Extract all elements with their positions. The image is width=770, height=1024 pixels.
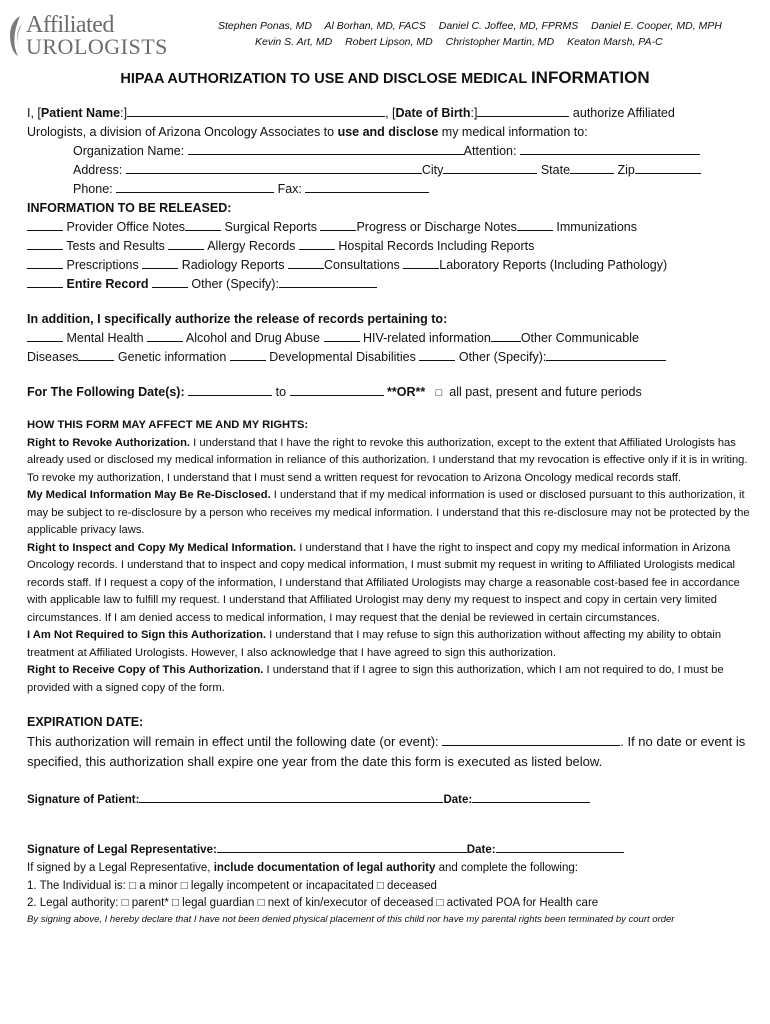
check-line[interactable] <box>147 329 183 342</box>
physician-name: Christopher Martin, MD <box>445 36 555 48</box>
right-redisclosed: My Medical Information May Be Re-Disclosed. I understand that if my medical information is used or disclosed pursuant to this authorization, it may be subject to re-disclosure by a person who receives my medical information. I understand that this re-disclosure may not be protected by the applicable privacy laws. <box>27 489 750 536</box>
logo-mark-icon <box>6 14 24 56</box>
check-line[interactable] <box>324 329 360 342</box>
check-line[interactable] <box>152 275 188 288</box>
check-line[interactable] <box>185 218 221 231</box>
check-line[interactable] <box>27 237 63 250</box>
check-line[interactable] <box>27 256 63 269</box>
expiration-date-field[interactable] <box>442 733 620 746</box>
other-specify-field[interactable] <box>546 348 666 361</box>
patient-signature-line: Signature of Patient: Date: <box>27 790 752 810</box>
rep-signature-line: Signature of Legal Representative: Date: <box>27 840 752 860</box>
org-name-field[interactable] <box>188 142 464 155</box>
right-inspect: Right to Inspect and Copy My Medical Information. I understand that I have the right to inspect and copy my medical information in Arizona Oncology records. I understand that to inspect and copy medical information, I must submit my request in writing to Affiliated Urologists medical records staff. If I request a copy of the information, I understand that Affiliated Urologists may charge a reasonable cost-based fee in accordance with applicable law to fulfill my request. I understand that Affiliated Urologist may deny my request to inspect and copy in certain very limited circumstances. If I am denied access to medical information, I may request that the denial be reviewed in certain circumstances. <box>27 541 740 624</box>
check-line[interactable] <box>419 348 455 361</box>
patient-signature-field[interactable] <box>139 790 443 803</box>
org-line: Organization Name: Attention: <box>27 142 752 161</box>
form-title: HIPAA AUTHORIZATION TO USE AND DISCLOSE MEDICAL INFORMATION <box>120 68 650 87</box>
addition-row: Mental Health Alcohol and Drug Abuse HIV-related information Other Communicable <box>27 329 752 348</box>
check-line[interactable] <box>491 329 521 342</box>
physician-name: Daniel E. Cooper, MD, MPH <box>591 20 722 32</box>
release-heading: INFORMATION TO BE RELEASED: <box>27 201 232 215</box>
physician-name: Daniel C. Joffee, MD, FPRMS <box>438 20 579 32</box>
addition-heading: In addition, I specifically authorize the release of records pertaining to: <box>27 312 448 326</box>
legal-authority-line[interactable]: 2. Legal authority: □ parent* □ legal guardian □ next of kin/executor of deceased □ activated POA for Health care <box>27 897 599 909</box>
other-specify-field[interactable] <box>279 275 377 288</box>
right-receive-copy: Right to Receive Copy of This Authorization. I understand that if I agree to sign this authorization, which I am not required to do, I must be provided with a signed copy of the form. <box>27 664 724 694</box>
logo-text-bottom: UROLOGISTS <box>26 34 168 59</box>
physician-name: Keaton Marsh, PA-C <box>567 36 663 48</box>
check-line[interactable] <box>288 256 324 269</box>
dates-line: For The Following Date(s): to **OR** □ all past, present and future periods <box>27 385 642 399</box>
date-to-field[interactable] <box>290 383 384 396</box>
physician-list <box>200 18 740 50</box>
patient-line: I, [Patient Name:] , [Date of Birth:] authorize Affiliated <box>27 106 675 120</box>
individual-status-line[interactable]: 1. The Individual is: □ a minor □ legally incompetent or incapacitated □ deceased <box>27 879 437 892</box>
release-row: Entire Record Other (Specify): <box>27 275 752 294</box>
expiration-text: This authorization will remain in effect until the following date (or event): . If no date or event is specified, this authorization shall expire one year from the date this form is executed as listed below. <box>27 734 746 769</box>
physician-name: Kevin S. Art, MD <box>255 36 333 48</box>
expiration-heading: EXPIRATION DATE: <box>27 715 144 729</box>
right-not-required: I Am Not Required to Sign this Authorization. I understand that I may refuse to sign this authorization without affecting my ability to obtain treatment at Affiliated Urologists. However, I also acknowledge that I have agreed to sign this authorization. <box>27 629 722 659</box>
rep-date-field[interactable] <box>496 840 624 853</box>
release-row: Prescriptions Radiology Reports Consultations Laboratory Reports (Including Pathology) <box>27 256 752 275</box>
phone-line: Phone: Fax: <box>27 180 752 199</box>
logo-text-top: Affiliated <box>26 12 114 38</box>
release-row: Tests and Results Allergy Records Hospital Records Including Reports <box>27 237 752 256</box>
physician-name: Robert Lipson, MD <box>345 36 433 48</box>
check-line[interactable] <box>403 256 439 269</box>
rep-signature-field[interactable] <box>217 840 467 853</box>
zip-field[interactable] <box>635 161 701 174</box>
logo <box>6 12 168 59</box>
check-line[interactable] <box>320 218 356 231</box>
right-revoke: Right to Revoke Authorization. I understand that I have the right to revoke this authorization, except to the extent that Affiliated Urologists has already used or disclosed my medical information in reliance of this authorization. I understand that my revocation is effective only if it is in writing. To revoke my authorization, I understand that I must send a written request for revocation to Arizona Oncology medical records staff. <box>27 436 748 484</box>
city-field[interactable] <box>443 161 537 174</box>
check-line[interactable] <box>230 348 266 361</box>
form-body <box>27 104 752 927</box>
address-field[interactable] <box>126 161 422 174</box>
physician-name: Stephen Ponas, MD <box>218 20 312 32</box>
check-line[interactable] <box>27 218 63 231</box>
intro-line-2: Urologists, a division of Arizona Oncology Associates to use and disclose my medical information to: <box>27 125 588 139</box>
rep-instructions: If signed by a Legal Representative, include documentation of legal authority and complete the following: <box>27 862 578 874</box>
check-line[interactable] <box>27 275 63 288</box>
rights-heading: HOW THIS FORM MAY AFFECT ME AND MY RIGHTS: <box>27 419 309 431</box>
phone-field[interactable] <box>116 180 274 193</box>
check-line[interactable] <box>168 237 204 250</box>
dob-field[interactable] <box>477 104 569 117</box>
state-field[interactable] <box>570 161 614 174</box>
check-line[interactable] <box>27 329 63 342</box>
check-line[interactable] <box>78 348 114 361</box>
check-line[interactable] <box>142 256 178 269</box>
check-line[interactable] <box>299 237 335 250</box>
all-periods-checkbox[interactable]: □ <box>435 387 443 399</box>
fax-field[interactable] <box>305 180 429 193</box>
date-from-field[interactable] <box>188 383 272 396</box>
patient-date-field[interactable] <box>472 790 590 803</box>
check-line[interactable] <box>517 218 553 231</box>
patient-name-field[interactable] <box>127 104 385 117</box>
physician-name: Al Borhan, MD, FACS <box>324 20 426 32</box>
addition-row: Diseases Genetic information Developmental Disabilities Other (Specify): <box>27 348 752 367</box>
release-row: Provider Office Notes Surgical Reports Progress or Discharge Notes Immunizations <box>27 218 752 237</box>
footnote: By signing above, I hereby declare that I have not been denied physical placement of this child nor have my parental rights been terminated by court order <box>27 913 675 925</box>
address-line: Address: City State Zip <box>27 161 752 180</box>
attention-field[interactable] <box>520 142 700 155</box>
